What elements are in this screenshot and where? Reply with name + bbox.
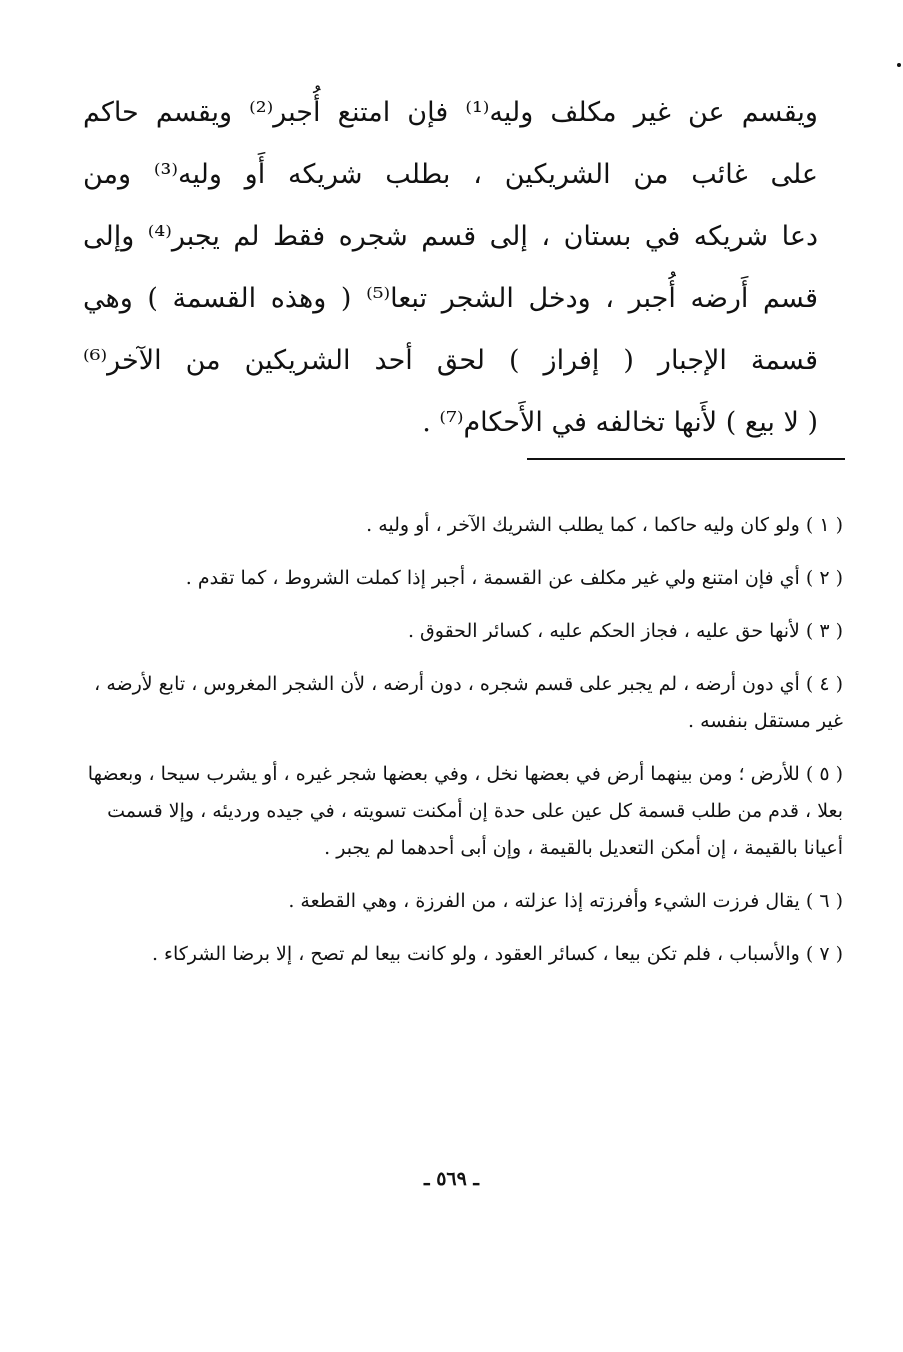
footnote-separator (527, 458, 845, 460)
main-text-block (83, 82, 818, 454)
footnote-2: ( ٢ ) أي فإن امتنع ولي غير مكلف عن القسمة ، أجبر إذا كملت الشروط ، كما تقدم . (185, 567, 843, 589)
main-text-line: على غائب من الشريكين ، بطلب شريكه أَو وليه⁽³⁾ ومن (83, 159, 818, 190)
page-number: ـ ٥٦٩ ـ (424, 1168, 479, 1190)
footnote-3: ( ٣ ) لأنها حق عليه ، فجاز الحكم عليه ، كسائر الحقوق . (407, 620, 843, 642)
footnote-7: ( ٧ ) والأسباب ، فلم تكن بيعا ، كسائر العقود ، ولو كانت بيعا لم تصح ، إلا برضا الشركاء . (151, 943, 843, 965)
main-text-line: دعا شريكه في بستان ، إلى قسم شجره فقط لم يجبر⁽⁴⁾ وإلى (83, 221, 818, 252)
main-text-line: ( لا بيع ) لأَنها تخالفه في الأَحكام⁽⁷⁾ . (422, 407, 818, 438)
footnote-1: ( ١ ) ولو كان وليه حاكما ، كما يطلب الشريك الآخر ، أو وليه . (366, 514, 843, 536)
main-text-line: ويقسم عن غير مكلف وليه⁽¹⁾ فإن امتنع أُجبر⁽²⁾ ويقسم حاكم (83, 97, 818, 128)
footnote-4: ( ٤ ) أي دون أرضه ، لم يجبر على قسم شجره ، دون أرضه ، لأن الشجر المغروس ، تابع لأرضه ، غير مستقل بنفسه . (94, 673, 843, 732)
main-text-line: قسم أَرضه أُجبر ، ودخل الشجر تبعا⁽⁵⁾ ( وهذه القسمة ) وهي (83, 283, 818, 314)
main-text-line: قسمة الإجبار ( إفراز ) لحق أحد الشريكين من الآخر⁽⁶⁾ (83, 345, 818, 376)
footnotes-section (63, 507, 843, 989)
footnote-5: ( ٥ ) للأرض ؛ ومن بينهما أرض في بعضها نخل ، وفي بعضها شجر غيره ، أو يشرب سيحا ، وبعضها بعلا ، قدم من طلب قسمة كل عين على حدة إن أمكنت تسويته ، في جيده ورديئه ، وإلا قسمت أعيانا بالقيمة ، إن أمكن التعديل بالقيمة ، وإن أبى أحدهما لم يجبر . (87, 763, 843, 859)
footnote-6: ( ٦ ) يقال فرزت الشيء وأفرزته إذا عزلته ، من الفرزة ، وهي القطعة . (288, 890, 843, 912)
scan-speck (897, 63, 901, 67)
